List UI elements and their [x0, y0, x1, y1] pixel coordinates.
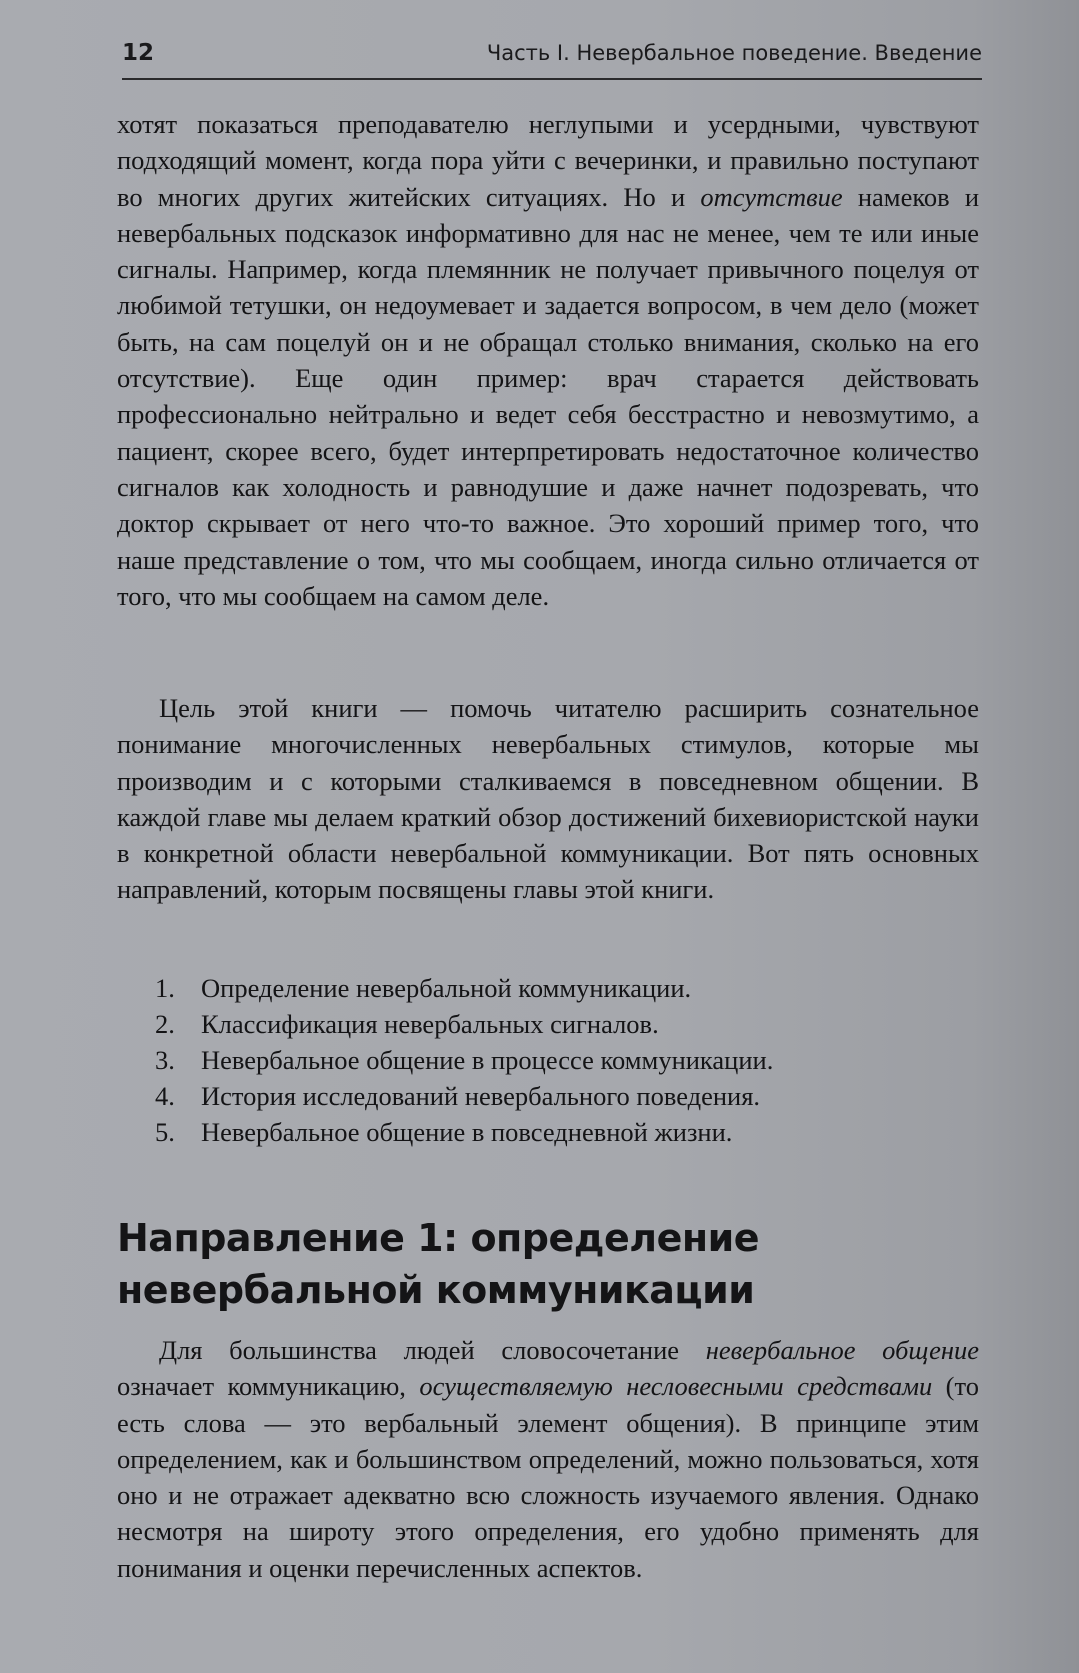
list-item-text: Невербальное общение в повседневной жизни. — [201, 1117, 733, 1147]
list-item-text: Определение невербальной коммуникации. — [201, 973, 692, 1003]
list-item — [155, 970, 955, 1006]
list-item-number: 3. — [155, 1045, 175, 1075]
list-item-text: Невербальное общение в процессе коммуникации. — [201, 1045, 774, 1075]
list-item-number: 5. — [155, 1117, 175, 1147]
section-heading-line-1: Направление 1: определение — [117, 1216, 759, 1260]
list-item — [155, 1078, 955, 1114]
paragraph-3-text-c: (то есть слова — это вербальный элемент общения). В принципе этим определением, как и большинством определений, можно пользоваться, хотя оно и не отражает адекватно всю сложность изучаемого явления. Однако несмотря на широту этого определения, его удобно применять для понимания и оценки перечисленных аспектов. — [117, 1371, 979, 1583]
running-head: Часть I. Невербальное поведение. Введение — [486, 41, 982, 65]
list-item-number: 4. — [155, 1081, 175, 1111]
list-item-text: История исследований невербального поведения. — [201, 1081, 761, 1111]
list-item-text: Классификация невербальных сигналов. — [201, 1009, 659, 1039]
paragraph-2-text: Цель этой книги — помочь читателю расширить сознательное понимание многочисленных невербальных стимулов, которые мы производим и с которыми сталкиваемся в повседневном общении. В каждой главе мы делаем краткий обзор достижений бихевиористской науки в конкретной области невербальной коммуникации. Вот пять основных направлений, которым посвящены главы этой книги. — [117, 693, 979, 905]
paragraph-3-text-b: означает коммуникацию, — [117, 1371, 420, 1402]
paragraph-1-emphasis: отсутствие — [700, 181, 843, 212]
list-item — [155, 1114, 955, 1150]
list-item — [155, 1042, 955, 1078]
list-item-number: 1. — [155, 973, 175, 1003]
paragraph-3 — [117, 1332, 979, 1586]
paragraph-1-text-b: намеков и невербальных подсказок информативно для нас не менее, чем те или иные сигналы. Например, когда племянник не получает привычного поцелуя от любимой тетушки, он недоумевает и задается вопросом, в чем дело (может быть, на сам поцелуй он и не обращал столько внимания, сколько на его отсутствие). Еще один пример: врач старается действовать профессионально нейтрально и ведет себя бесстрастно и невозмутимо, а пациент, скорее всего, будет интерпретировать недостаточное количество сигналов как холодность и равнодушие и даже начнет подозревать, что доктор скрывает от него что-то важное. Это хороший пример того, что наше представление о том, что мы сообщаем, иногда сильно отличается от того, что мы сообщаем на самом деле. — [117, 181, 980, 611]
section-heading — [117, 1212, 937, 1316]
paragraph-3-text-a: Для большинства людей словосочетание — [159, 1335, 706, 1365]
page-number: 12 — [122, 40, 155, 66]
paragraph-1 — [117, 106, 979, 614]
section-heading-line-2: невербальной коммуникации — [117, 1268, 755, 1312]
list-item — [155, 1006, 955, 1042]
list-item-number: 2. — [155, 1009, 175, 1039]
paragraph-3-emphasis-b: осуществляемую несловесными средствами — [419, 1371, 933, 1402]
paragraph-1-text-a: хотят показаться преподавателю неглупыми и усердными, чувствуют подходящий момент, когда пора уйти с вечеринки, и правильно поступают во многих других житейских ситуациях. Но и — [117, 109, 979, 212]
numbered-list — [155, 970, 955, 1150]
page-header — [122, 34, 982, 80]
paragraph-2 — [117, 690, 979, 908]
paragraph-3-emphasis-a: невербальное общение — [705, 1335, 979, 1365]
